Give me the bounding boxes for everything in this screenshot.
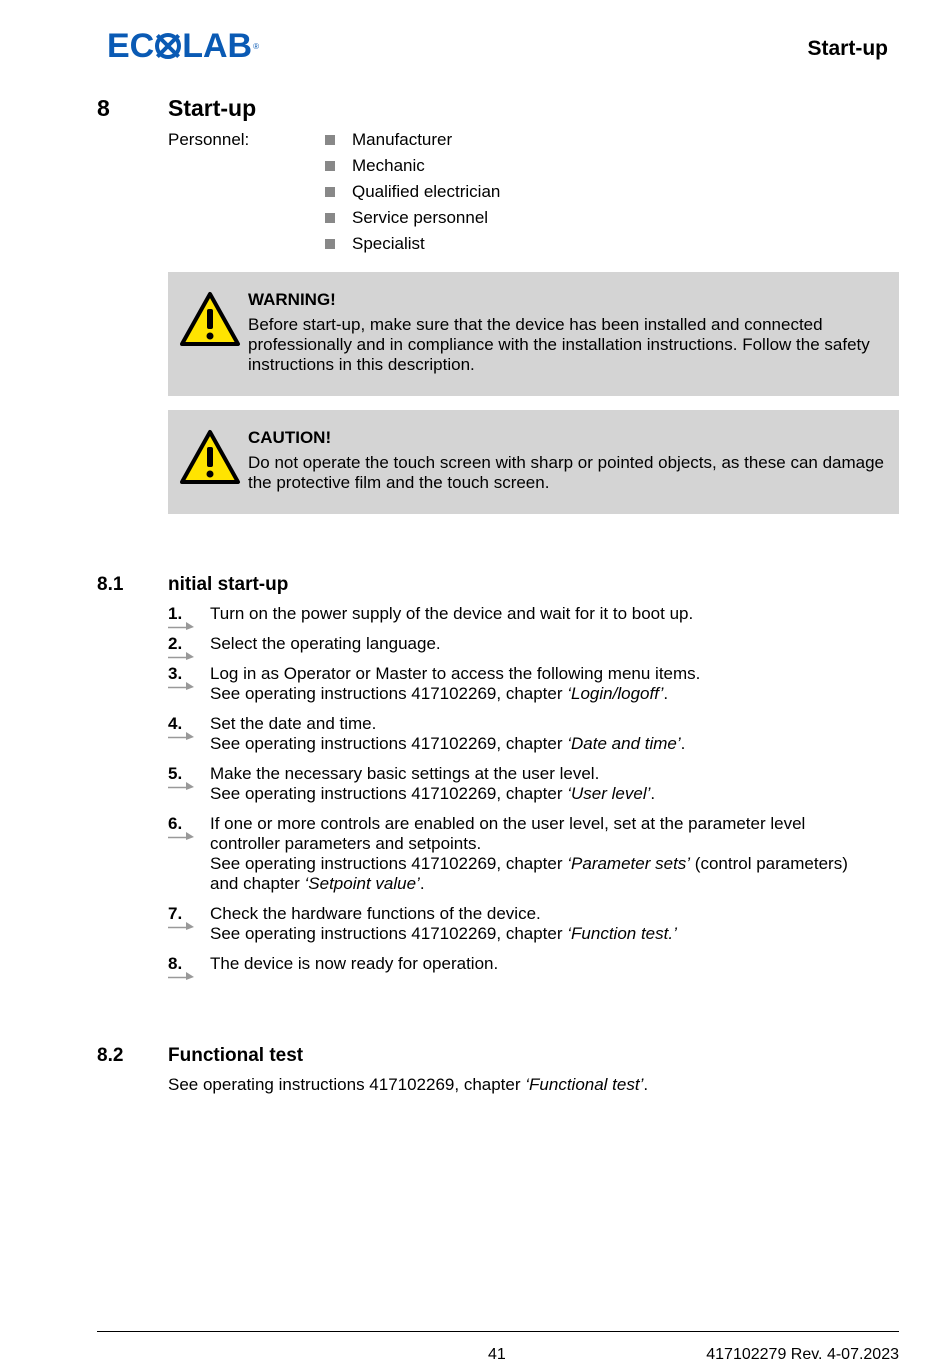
- warning-text: Before start-up, make sure that the device has been installed and connected professionally and in compliance with the installation instructions. Follow the safety instructions in this description.: [248, 315, 870, 374]
- personnel-list: [325, 130, 500, 260]
- step-arrow-icon: [168, 921, 194, 930]
- warning-title: WARNING!: [248, 290, 336, 309]
- footer-divider: [97, 1331, 899, 1332]
- warning-triangle-icon: [179, 291, 241, 347]
- steps-list: [168, 604, 868, 984]
- square-bullet-icon: [325, 187, 335, 197]
- personnel-label: Personnel:: [168, 130, 250, 149]
- list-item: 2. Select the operating language.: [168, 634, 868, 654]
- list-item: Mechanic: [325, 156, 500, 182]
- list-item: 7. Check the hardware functions of the device. See operating instructions 417102269, chapter ‘Function test.’: [168, 904, 677, 943]
- step-arrow-icon: [168, 731, 194, 740]
- step-arrow-icon: [168, 651, 194, 660]
- step-number: 5.: [168, 764, 183, 783]
- warning-notice: [168, 272, 899, 396]
- step-number: 7.: [168, 904, 183, 923]
- list-item: Qualified electrician: [325, 182, 500, 208]
- chapter-reference: ‘Parameter sets’: [567, 854, 691, 873]
- chapter-reference: ‘Functional test’: [525, 1075, 644, 1094]
- list-item: Specialist: [325, 234, 500, 260]
- subsection-title: Functional test: [168, 1045, 304, 1066]
- logo-registered-mark: ®: [253, 41, 260, 51]
- warning-triangle-icon: [179, 429, 241, 485]
- step-number: 4.: [168, 714, 183, 733]
- step-number: 1.: [168, 604, 183, 623]
- list-item: Service personnel: [325, 208, 500, 234]
- list-item: Manufacturer: [325, 130, 500, 156]
- ecolab-logo: [107, 28, 259, 64]
- list-item: 3. Log in as Operator or Master to access the following menu items. See operating instructions 417102269, chapter ‘Login/logoff’.: [168, 664, 701, 703]
- caution-text: Do not operate the touch screen with sharp or pointed objects, as these can damage the protective film and the touch screen.: [248, 453, 885, 492]
- header-section-title: Start-up: [807, 37, 888, 60]
- caution-title: CAUTION!: [248, 428, 332, 447]
- chapter-reference: ‘Date and time’: [567, 734, 681, 753]
- step-arrow-icon: [168, 971, 194, 980]
- step-arrow-icon: [168, 781, 194, 790]
- list-item: 4. Set the date and time. See operating instructions 417102269, chapter ‘Date and time’.: [168, 714, 686, 753]
- chapter-reference: ‘Login/logoff’: [567, 684, 664, 703]
- section-number: 8: [97, 95, 110, 121]
- step-arrow-icon: [168, 621, 194, 630]
- square-bullet-icon: [325, 239, 335, 249]
- step-arrow-icon: [168, 681, 194, 690]
- list-item: 8. The device is now ready for operation.: [168, 954, 868, 974]
- logo-text-suffix: LAB: [182, 27, 253, 65]
- chapter-reference: ‘User level’: [567, 784, 651, 803]
- step-number: 3.: [168, 664, 183, 683]
- subsection-number: 8.1: [97, 574, 124, 595]
- functional-test-text: See operating instructions 417102269, chapter ‘Functional test’.: [168, 1075, 649, 1094]
- section-title: Start-up: [168, 95, 257, 121]
- square-bullet-icon: [325, 161, 335, 171]
- logo-text-prefix: EC: [107, 27, 155, 65]
- caution-notice: [168, 410, 899, 514]
- document-reference: 417102279 Rev. 4-07.2023: [706, 1346, 899, 1363]
- step-number: 6.: [168, 814, 183, 833]
- square-bullet-icon: [325, 213, 335, 223]
- subsection-title: nitial start-up: [168, 574, 289, 595]
- square-bullet-icon: [325, 135, 335, 145]
- step-number: 8.: [168, 954, 183, 973]
- list-item: 5. Make the necessary basic settings at the user level. See operating instructions 417102269, chapter ‘User level’.: [168, 764, 656, 803]
- chapter-reference: ‘Function test.’: [567, 924, 677, 943]
- step-arrow-icon: [168, 831, 194, 840]
- subsection-number: 8.2: [97, 1045, 124, 1066]
- step-number: 2.: [168, 634, 183, 653]
- page-number: 41: [488, 1346, 506, 1363]
- logo-o-icon: [155, 33, 181, 59]
- list-item: 6. If one or more controls are enabled on the user level, set at the parameter level controller parameters and setpoints. See operating instructions 417102269, chapter ‘Parameter sets’ (control parameters) and chapter ‘Setpoint value’.: [168, 814, 848, 893]
- chapter-reference: ‘Setpoint value’: [304, 874, 420, 893]
- list-item: 1. Turn on the power supply of the device and wait for it to boot up.: [168, 604, 868, 624]
